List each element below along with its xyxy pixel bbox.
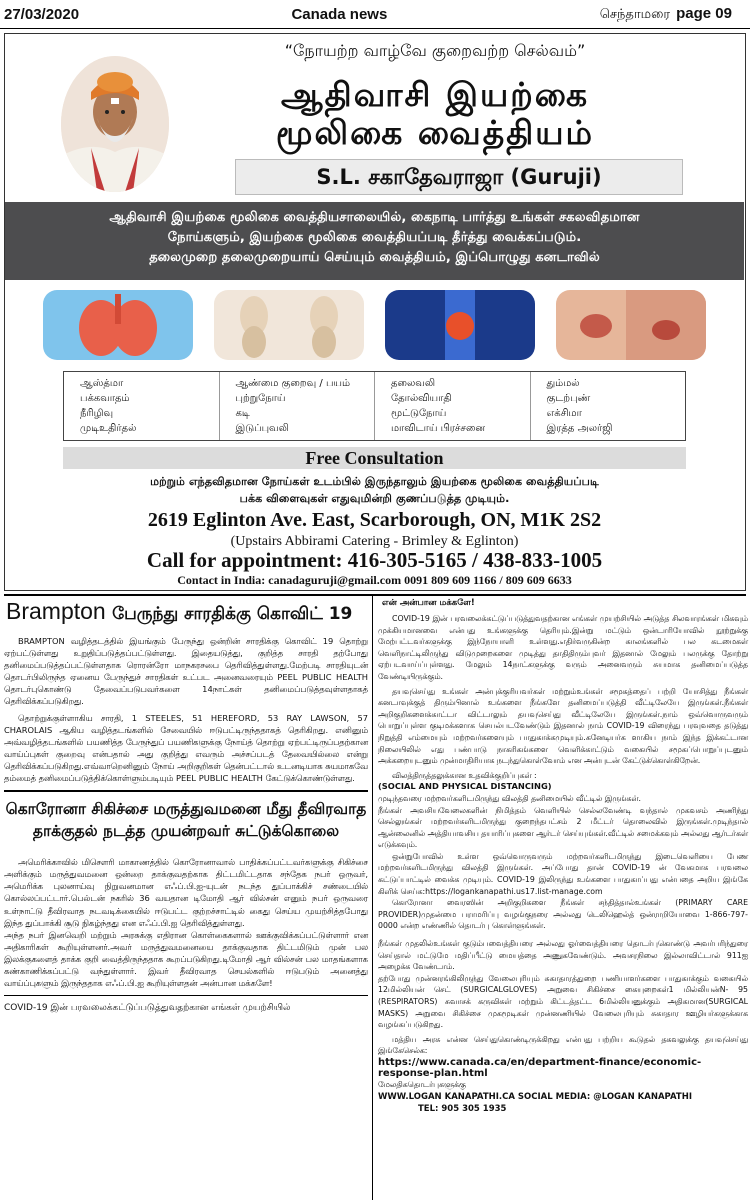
letter-paragraph: மத்திய அரசு என்ன செய்துகொண்டிருக்கிறது என்பது பற்றிய கூடுதல் தகவலுக்கு தயவுசெய்து இங்கேசெல்க: bbox=[378, 1034, 748, 1056]
condition-item: மாவிடாய் பிரச்சனை bbox=[391, 423, 486, 434]
left-column bbox=[4, 598, 368, 1198]
ad-desc-line-2: பக்க விளைவுகள் எதுவுமின்றி குணப்படுத்த முடியும். bbox=[239, 492, 510, 505]
page-number: page 09 bbox=[676, 5, 732, 22]
ad-desc-line-1: மற்றும் எந்தவிதமான நோய்கள் உடம்பில் இருந்தாலும் இயற்கை மூலிகை வைத்தியப்படி bbox=[150, 475, 599, 488]
clinic-address: 2619 Eglinton Ave. East, Scarborough, ON, M1K 2S2 bbox=[147, 509, 602, 531]
conditions-table bbox=[63, 371, 686, 441]
condition-item: ஆண்மை குறைவு / பயம் bbox=[235, 378, 351, 389]
condition-item: இரத்த அலர்ஜி bbox=[546, 423, 613, 434]
page-label bbox=[600, 5, 750, 23]
article-paragraph: COVID-19 இன் பரவலைக்கட்டுப்படுத்துவதற்கான எங்கள் முயற்சியில் bbox=[4, 1003, 291, 1014]
missouri-headline bbox=[4, 798, 368, 842]
appointment-phone: Call for appointment: 416-305-5165 / 438-833-1005 bbox=[146, 548, 603, 572]
column-divider bbox=[372, 596, 373, 1200]
contact-phone: TEL: 905 305 1935 bbox=[418, 1103, 507, 1114]
practitioner-name: S.L. சகாதேவராஜா (Guruji) bbox=[235, 159, 683, 195]
headline-english: Brampton bbox=[6, 598, 106, 624]
letter-paragraph: முடிந்தவரை மற்றவர்களிடமிருந்து விலத்தி தனிமையில் வீட்டில் இருங்கள். bbox=[378, 793, 641, 803]
issue-date: 27/03/2020 bbox=[4, 5, 80, 23]
condition-item: தலைவலி bbox=[391, 378, 436, 389]
knee-joint-image bbox=[214, 290, 364, 360]
conditions-col-2 bbox=[220, 372, 376, 440]
letter-paragraph: (SOCIAL AND PHYSICAL DISTANCING) bbox=[378, 781, 552, 792]
ad-title-line-2: மூலிகை வைத்தியம் bbox=[275, 113, 595, 152]
paper-name: Canada news bbox=[291, 5, 388, 23]
page-header bbox=[0, 0, 750, 29]
article-paragraph: BRAMPTON வழித்தடத்தில் இயங்கும் பேருந்து ஒன்றின் சாரதிக்கு கொவிட் 19 தொற்று ஏற்பட்டுள்ளது உறுதிப்படுத்தப்பட்டுள்ளது. இதையடுத்து, குறித்த சாரதி தற்போது தனிமைப்படுத்தப்பட்டுள்ளதாக ரொரன்ரோ மாநகரசபை தெரிவித்துள்ளது.மேற்படி சாரதியுடன் தொடர்பிலிருந்த ஏனைய பேருந்துச் சாரதிகள் உட்பட அனைவரையும் PEEL PUBLIC HEALTH தொடர்புகொண்டு தேவைப்படுபவர்களை 14நாட்கள் தனிமைப்படுத்தவுள்ளதாகத் தெரிவிக்கப்படுகிறது. bbox=[4, 636, 368, 707]
condition-item: தும்மல் bbox=[546, 378, 580, 389]
letter-paragraph: நீங்கள் முதலில்உங்கள் குடும்பவைத்தியரை அல்லது ஓர்வைத்தியரை தொடர்புகொண்டு அவர்பரிந்துரை செய்தால் மட்டுமே மதிப்பீட்டு மையத்தை அணுகவேண்டும். அவசரநிலை இல்லாவிட்டால் 911ஐ அழைக்க வேண்டாம். bbox=[378, 939, 748, 972]
condition-item: ஆஸ்த்மா bbox=[80, 378, 124, 389]
letter-paragraph: கொரோனா வைரஸின் அறிகுறிகளை நீங்கள் சந்தித்தால்உங்கள் (PRIMARY CARE PROVIDER)முதன்மை பராமரிப்பு வழங்குநரை அல்லது டெலிஹெல்த் ஒன்ராறியோவை 1-866-797-0000 என்ற எண்ணில் தொடர்பு கொள்ளுங்கள். bbox=[378, 898, 748, 931]
ad-slogan: “நோயற்ற வாழ்வே குறைவற்ற செல்வம்” bbox=[284, 41, 586, 60]
band-line-3: தலைமுறை தலைமுறையாய் செய்யும் வைத்தியம், இப்பொழுது கனடாவில் bbox=[149, 250, 600, 265]
condition-item: குடற்புண் bbox=[546, 393, 591, 404]
article-separator bbox=[4, 995, 368, 996]
paper-tamil-name: செந்தாமரை bbox=[599, 6, 671, 21]
letter-paragraph: தயவுசெய்து உங்கள் அன்புக்குரியவர்கள் மற்றும்உங்கள் சமூகத்தைப் பற்றி யோசித்து நீங்கள் கனடாவுக்குத் திரும்பினால் உங்களை நீங்களே தனிமைப்படுத்தி வீட்டிலேயே இருங்கள்.நீங்கள் அறிகுறிகளைக்காட்டா விட்டாலும் தயவுசெய்து வீட்டிலேயே இருங்கள்.நாம் ஒவ்வொருவரும் பொறுப்புள்ள குடிமக்களாக செயல்படவேண்டும் இதனால் நாம் COVID-19 விரைந்து பரவுவதை தடுத்து நிறுத்தி எம்மையும் மற்றவர்களையும் பாதுகாக்கமுடியும்.கனேடியர்க ளாகிய நாம் இந்த இக்கட்டான நிலையிலில் எது பண்பாடு நாகரிகங்களை வெளிக்காட்டும் வகையில் சமூகப்பொறுப்புடனும் அக்கறையுடனும் முன்மாதிரியாக நடந்துகொள்வோம் என அன்புடன் கேட்டுக்கொள்கிறேன். bbox=[378, 686, 748, 766]
condition-images bbox=[43, 290, 707, 360]
lungs-image bbox=[43, 290, 193, 360]
clinic-address-note: (Upstairs Abbirami Catering - Brimley & Eglinton) bbox=[230, 534, 519, 549]
article-paragraph: தொற்றுக்குள்ளாகிய சாரதி, 1 STEELES, 51 HEREFORD, 53 RAY LAWSON, 57 CHAROLAIS ஆகிய வழித்தடங்களில் சேவையில் ஈடுபட்டிருந்ததாகத் தெரிகிறது. எனினும் அவ்வழித்தடங்களில் பயணித்த பேருந்துப் பயணிகளுக்கு நோய்த் தொற்று ஏற்பட்டிருப்பதற்கான வாய்ப்புகள் குறைவு என்பதால் அது குறித்து எவரும் அச்சப்படத் தேவையில்லை என்று தெரிவிக்கப்படுகிறது.எவ்வாறெனினும் நோய் அறிகுறிகள் தென்பட்டால் உடனடியாக சுயமாகவே தம்மைத் தனிமைப்படுத்திக்கொள்ளும்படியும் PEEL PUBLIC HEALTH கேட்டுக்கொண்டுள்ளது. bbox=[4, 712, 368, 784]
ad-description-band bbox=[5, 202, 744, 280]
article-paragraph: அமெரிக்காவில் மிசௌரி மாகாணத்தில் கொரோனாவால் பாதிக்கப்பட்டவர்களுக்கு சிகிச்சை அளிக்கும் மருத்துவமனை ஒன்றை தாக்குவதற்காக திட்டமிட்டதாக சந்தேக நபர் ஒருவர், அமெரிக்க புலனாய்வு நிறுவனமான எஃப்.பி.ஐ-யுடன் நடந்த துப்பாக்கிச் சண்டையில் கொல்லப்பட்டார்.பெல்டன் நகரில் 36 வயதான டிமோதி ஆர் வில்சன் எனும் நபர் ஒருவரை உள்நாட்டு தீவிரவாத நடவடிக்கையில் ஈடுபட்ட குற்றச்சாட்டில் கைது செய்ய முயற்சித்தபோது இந்த துப்பாக்கி சூடு நிகழ்ந்தது என எஃப்.பி.ஐ தெரிவித்துள்ளது. bbox=[4, 857, 368, 928]
letter-paragraph: COVID-19 இன் பரவலைக்கட்டுப்படுத்துவதற்கான எங்கள் முயற்சியில் அடுத்த சிலவாரங்கள் மிகவும் முக்கியமானவை என்பது உங்களுக்கு தெரியும்.இன்று மட்டும் ஒன்டாரியோவில் நூற்றுக்கு மேற்பட்டவர்களுக்கு இந்நோயாளி உள்ளது.எதிர்வருகின்ற காலங்களில் பல கடமைகள் வெளிநாட்டிலிருந்து விடுமுறைகளை முடித்து தாதிதிரும்புவர் இதனால் மேலும் பலருக்கு தோற்று ஏற்படவாய்ப்புள்ளது. மேலும் 14நாட்களுக்கு வரும் அனைவரும் சுயமாக தனிமைப்படுத்த வேண்டியிருக்கும். bbox=[378, 614, 748, 681]
band-line-2: நோய்களும், இயற்கை மூலிகை வைத்தியப்படி தீர்த்து வைக்கப்படும். bbox=[167, 230, 582, 245]
letter-paragraph: விலத்திருத்தலுக்கான உதவிக்குறிப்புகள் : bbox=[392, 770, 537, 780]
article-paragraph: அந்த நபர் இனவெறி மற்றும் அரசுக்கு எதிரான கொள்கைகளால் ஊக்குவிக்கப்பட்டுள்ளார் என அதிகாரிகள் கூறியுள்ளனர்.அவர் மருத்துவமனையை தாக்குவதாக திட்டமிடும் முன் பல இலக்குகளைத் தாக்க குறி வைத்திருந்ததாக கூறப்படுகிறது.டிமோதி ஆர் வில்சன் பல மாதங்களாக கண்காணிக்கப்பட்டு வந்துள்ளார். இவர் தீவிரவாத செயல்களில் ஈடுபடும் அனைத்து வாய்ப்புகளும் இருந்ததாக எஃப்.பி.ஐ கூறியுள்ளதன் அன்பான மக்களே! bbox=[4, 929, 368, 989]
joint-pain-image bbox=[385, 290, 535, 360]
headline-line-2: தாக்குதல் நடத்த முயன்றவர் சுட்டுக்கொலை bbox=[32, 822, 340, 841]
condition-item: புற்றுநோய் bbox=[235, 393, 286, 404]
condition-item: இடுப்புவலி bbox=[235, 423, 289, 434]
conditions-col-3 bbox=[375, 372, 531, 440]
letter-paragraph: மேலதிகதொடர்புகளுக்கு bbox=[378, 1079, 466, 1089]
headline-tamil: பேருந்து சாரதிக்கு கொவிட் 19 bbox=[112, 604, 353, 624]
letter-paragraph: நீங்கள் அவசியவேலைகளின் நிமித்தம் வெளியில் செல்லவேண்டி வந்தால் முகவசம் அணிந்து செல்லுங்கள் மற்றவர்களிடமிருந்து குறைந்தபட்சம் 2 மீட்டர் தொலைவில் இருங்கள்.முடிந்தால் ஆன்லைனில் அத்தியாவசிய தயாரிப்புகளை ஆர்டர் செய்யுங்கள்.வீட்டில் சமைக்கவும் அல்லது ஆர்டர்கள் எடுக்கவும். bbox=[378, 805, 748, 850]
letter-paragraph: தற்போது முன்னரங்கிலிருந்து வேலைபுரியும் சுகாதாரத்துறை பணியாளர்களை பாதுகாக்கும் வகையில் 12மில்லியன் செட் (SURGICALGLOVES) அறுவை சிகிச்சை கையுறைகள்1 மில்லியன்N- 95 (RESPIRATORS) சுவாசக் கருவிகள் மற்றும் கிட்டத்தட்ட 6மில்லியனுக்கும் அதிகமான(SURGICAL MASKS) அறுவை சிகிச்சை முகமூடிகள் முன்னணியில் வேலைபுரியும் சுகாதார ஊழியர்களுக்காக வழங்கப்படுகிறது. bbox=[378, 973, 748, 1030]
headline-line-1: கொரோனா சிகிச்சை மருத்துவமனை மீது தீவிரவாத bbox=[5, 800, 367, 819]
conditions-col-4 bbox=[531, 372, 686, 440]
condition-item: மூட்டுநோய் bbox=[391, 408, 447, 419]
condition-item: முடிஉதிர்தல் bbox=[80, 423, 137, 434]
ad-title-line-1: ஆதிவாசி இயற்கை bbox=[280, 75, 590, 114]
condition-item: பக்கவாதம் bbox=[80, 393, 130, 404]
band-line-1: ஆதிவாசி இயற்கை மூலிகை வைத்தியசாலையில், கைநாடி பார்த்து உங்கள் சகலவிதமான bbox=[109, 210, 640, 225]
free-consultation-banner: Free Consultation bbox=[63, 447, 686, 469]
letter-greeting: என் அன்பான மக்களே! bbox=[382, 598, 475, 608]
right-column bbox=[378, 598, 748, 1198]
herbal-medicine-advertisement bbox=[4, 33, 746, 591]
condition-item: தோல்வியாதி bbox=[391, 393, 452, 404]
india-contact: Contact in India: canadaguruji@gmail.com 0091 809 609 1166 / 809 609 6633 bbox=[177, 573, 572, 587]
condition-item: எக்சிமா bbox=[546, 408, 582, 419]
contact-footer: WWW.LOGAN KANAPATHI.CA SOCIAL MEDIA: @LOGAN KANAPATHI bbox=[378, 1091, 692, 1102]
section-divider bbox=[4, 594, 746, 596]
condition-item: கடி bbox=[235, 408, 250, 419]
condition-item: நீரிழிவு bbox=[80, 408, 114, 419]
brampton-headline bbox=[6, 598, 368, 627]
letter-paragraph: ஒன்றுபோவில் உள்ள ஒவ்வொருவரும் மற்றவர்களிடமிருந்து இடைவெளியை பேண மற்றவர்களிடமிருந்து விலத்தி இருங்கள். அப்போது தான் COVID-19 ன் வேகமாக பரவலை கட்டுப்பாட்டில் வைக்க முடியும். COVID-19 இலிருந்து உங்களை பாதுகாப்பது என்பதை அறிய இங்கே கிளிக் செய்க:https://logankanapathi.us17.list-manage.com bbox=[378, 851, 748, 896]
finance-plan-link[interactable]: https://www.canada.ca/en/department-finance/economic-response-plan.html bbox=[378, 1056, 702, 1079]
skin-condition-image bbox=[556, 290, 706, 360]
article-separator bbox=[4, 790, 368, 792]
conditions-col-1 bbox=[64, 372, 220, 440]
practitioner-photo bbox=[61, 56, 169, 192]
